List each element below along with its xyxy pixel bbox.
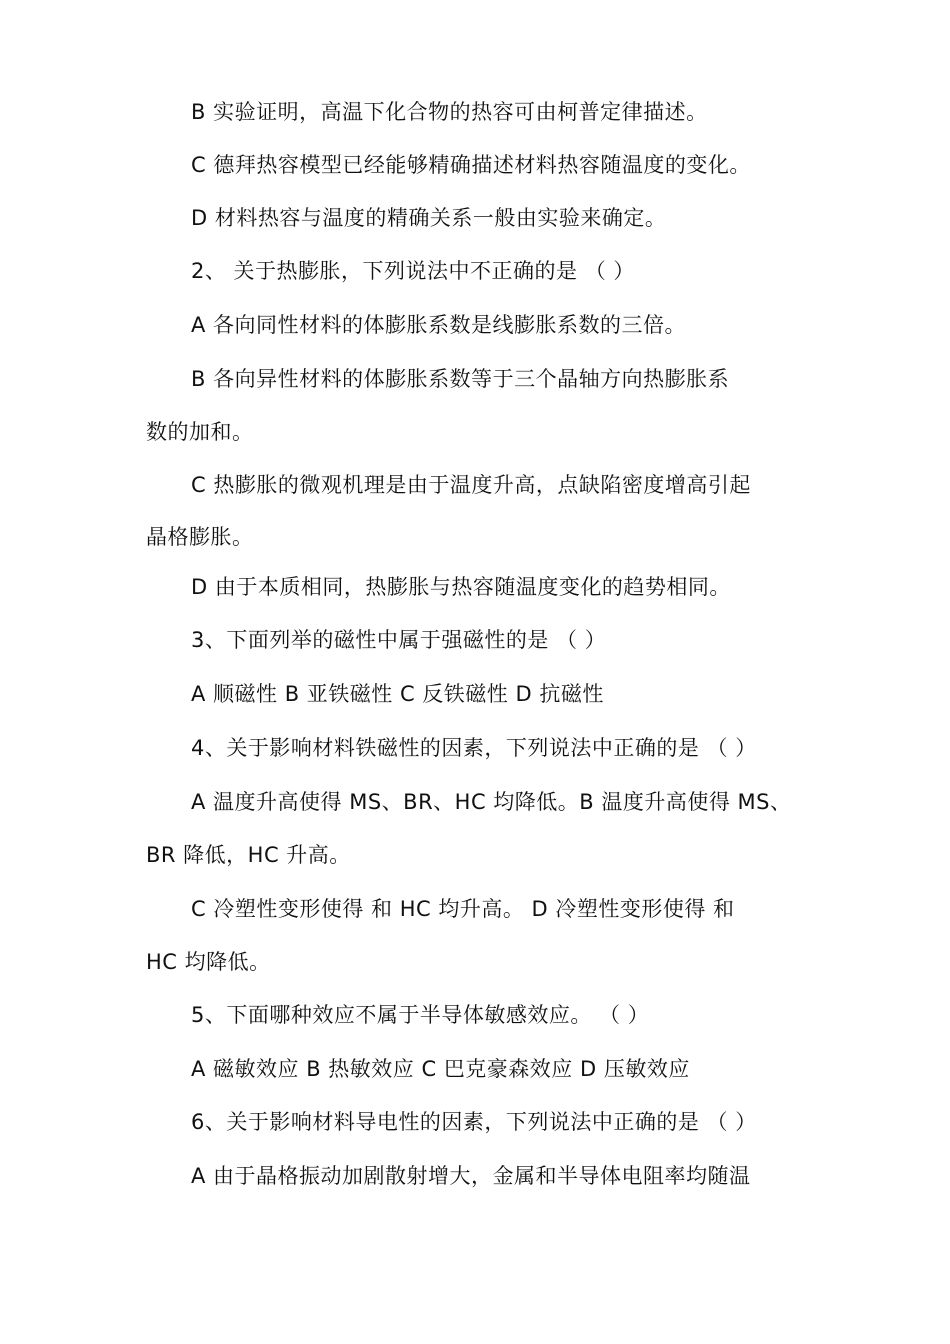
question-5: 5、下面哪种效应不属于半导体敏感效应。 （ ） [191, 1003, 650, 1027]
q4-option-c-d: C 冷塑性变形使得 和 HC 均升高。 D 冷塑性变形使得 和 [191, 897, 735, 921]
q5-options: A 磁敏效应 B 热敏效应 C 巴克豪森效应 D 压敏效应 [191, 1057, 690, 1081]
q2-option-b: B 各向异性材料的体膨胀系数等于三个晶轴方向热膨胀系 [191, 367, 730, 391]
q4-option-a-b: A 温度升高使得 MS、BR、HC 均降低。B 温度升高使得 MS、 [191, 790, 792, 814]
question-3: 3、下面列举的磁性中属于强磁性的是 （ ） [191, 628, 607, 652]
q2-option-d: D 由于本质相同，热膨胀与热容随温度变化的趋势相同。 [191, 575, 731, 599]
q3-options: A 顺磁性 B 亚铁磁性 C 反铁磁性 D 抗磁性 [191, 682, 604, 706]
text-line-option-c: C 德拜热容模型已经能够精确描述材料热容随温度的变化。 [191, 153, 751, 177]
q2-option-c-cont: 晶格膨胀。 [146, 525, 254, 549]
text-line-option-b: B 实验证明，高温下化合物的热容可由柯普定律描述。 [191, 100, 708, 124]
q4-option-d-cont: HC 均降低。 [146, 950, 271, 974]
q2-option-c: C 热膨胀的微观机理是由于温度升高，点缺陷密度增高引起 [191, 473, 751, 497]
question-6: 6、关于影响材料导电性的因素，下列说法中正确的是 （ ） [191, 1110, 757, 1134]
q2-option-b-cont: 数的加和。 [146, 420, 254, 444]
text-line-option-d: D 材料热容与温度的精确关系一般由实验来确定。 [191, 206, 667, 230]
question-4: 4、关于影响材料铁磁性的因素，下列说法中正确的是 （ ） [191, 736, 757, 760]
q4-option-b-cont: BR 降低，HC 升高。 [146, 843, 351, 867]
q6-option-a: A 由于晶格振动加剧散射增大，金属和半导体电阻率均随温 [191, 1164, 751, 1188]
q2-option-a: A 各向同性材料的体膨胀系数是线膨胀系数的三倍。 [191, 313, 687, 337]
question-2: 2、 关于热膨胀，下列说法中不正确的是 （ ） [191, 259, 635, 283]
